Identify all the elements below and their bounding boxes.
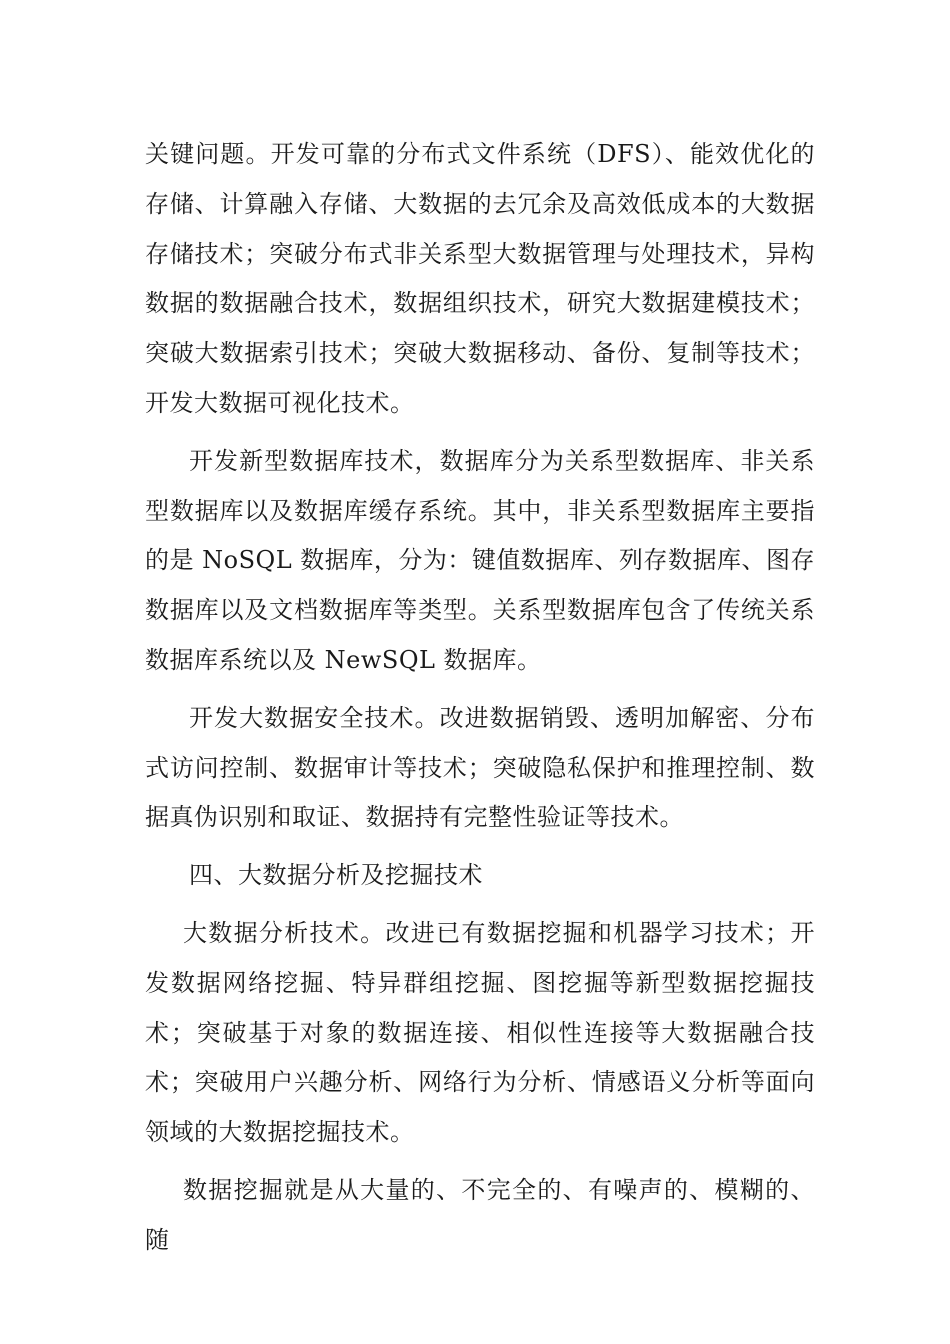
document-page bbox=[145, 130, 815, 1274]
paragraph-security: 开发大数据安全技术。改进数据销毁、透明加解密、分布式访问控制、数据审计等技术；突破隐私保护和推理控制、数据真伪识别和取证、数据持有完整性验证等技术。 bbox=[145, 703, 815, 832]
paragraph-analysis: 大数据分析技术。改进已有数据挖掘和机器学习技术；开发数据网络挖掘、特异群组挖掘、图挖掘等新型数据挖掘技术；突破基于对象的数据连接、相似性连接等大数据融合技术；突破用户兴趣分析、网络行为分析、情感语义分析等面向领域的大数据挖掘技术。 bbox=[145, 918, 815, 1147]
paragraph-mining: 数据挖掘就是从大量的、不完全的、有噪声的、模糊的、随 bbox=[145, 1175, 815, 1254]
paragraph-storage: 关键问题。开发可靠的分布式文件系统（DFS）、能效优化的存储、计算融入存储、大数据的去冗余及高效低成本的大数据存储技术；突破分布式非关系型大数据管理与处理技术，异构数据的数据融合技术，数据组织技术，研究大数据建模技术；突破大数据索引技术；突破大数据移动、备份、复制等技术；开发大数据可视化技术。 bbox=[145, 140, 815, 417]
section-heading: 四、大数据分析及挖掘技术 bbox=[189, 861, 483, 890]
paragraph-database: 开发新型数据库技术，数据库分为关系型数据库、非关系型数据库以及数据库缓存系统。其中，非关系型数据库主要指的是 NoSQL 数据库，分为：键值数据库、列存数据库、图存数据库以及文档数据库等类型。关系型数据库包含了传统关系数据库系统以及 NewSQL 数据库。 bbox=[145, 446, 815, 674]
